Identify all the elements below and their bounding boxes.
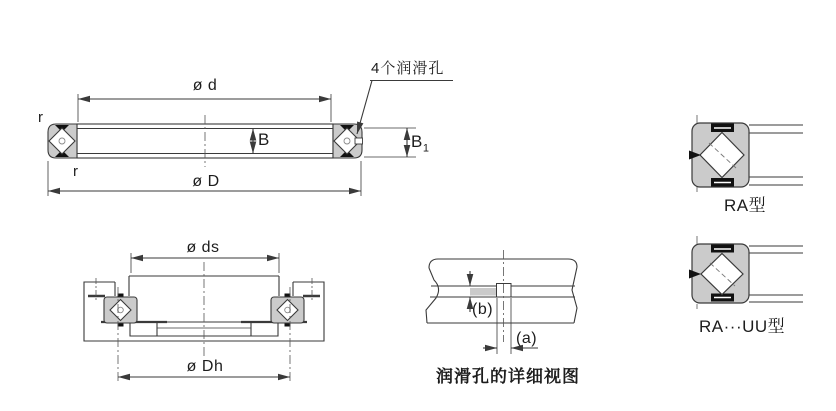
dim-label-width-b1: $B_1$ — [411, 132, 430, 155]
mounted-bearing-left — [104, 294, 137, 327]
dim-label-outer-diameter: ø D — [192, 173, 220, 190]
dim-label-housing-bore-diameter: ø Dh — [186, 358, 224, 375]
lube-hole-detail-view — [426, 250, 577, 354]
ra-uu-type-icon — [689, 236, 803, 309]
lube-hole-mark — [355, 138, 363, 144]
ra-type-icon — [689, 115, 803, 193]
dim-label-bore-diameter: ø d — [192, 77, 218, 94]
dim-label-groove-b: (b) — [472, 301, 494, 318]
label-corner-r-bottom: r — [73, 163, 79, 180]
dim-label-hole-a: (a) — [516, 330, 538, 347]
label-ra-uu-type: RA···UU型 — [699, 317, 786, 336]
label-ra-type: RA型 — [724, 196, 767, 215]
mounted-bearing-right — [271, 294, 304, 327]
dim-width-b1 — [364, 128, 416, 157]
dim-label-width-b: B — [258, 130, 270, 149]
label-corner-r-top: r — [38, 109, 44, 126]
dim-bore-diameter — [78, 94, 331, 122]
dim-label-shaft-seat-diameter: ø ds — [186, 239, 220, 256]
main-cross-section-view — [48, 81, 453, 197]
left-ring-section — [48, 124, 77, 158]
lube-holes-leader — [357, 81, 453, 135]
label-lube-holes-note: 4个润滑孔 — [371, 60, 445, 77]
lube-groove — [430, 284, 575, 298]
detail-view-caption: 润滑孔的详细视图 — [436, 367, 580, 386]
